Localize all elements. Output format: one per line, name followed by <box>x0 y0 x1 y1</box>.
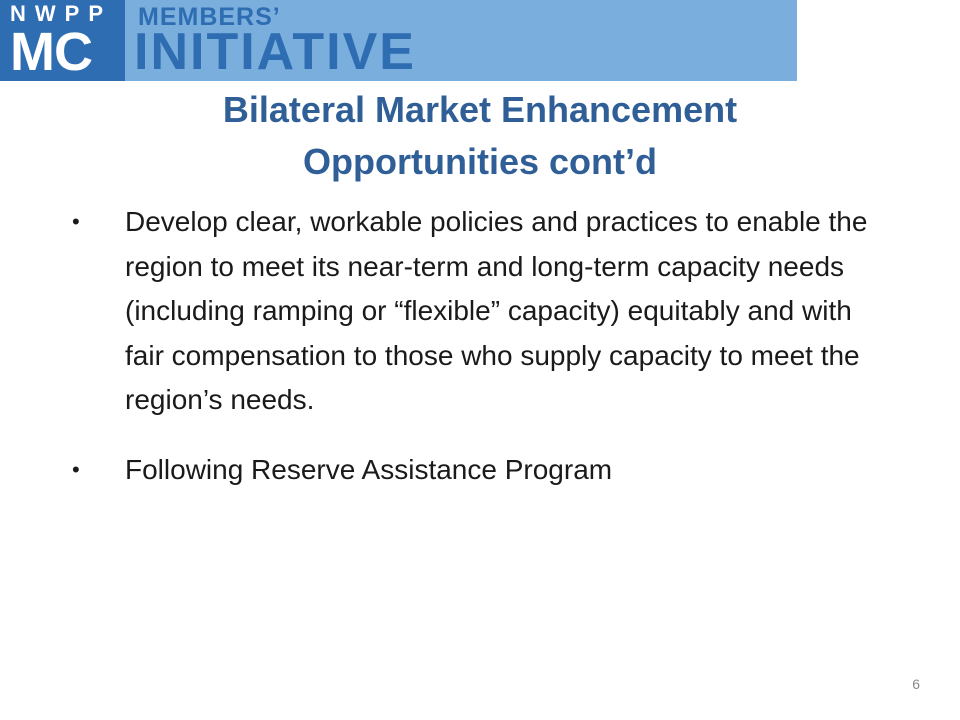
bullet-marker: • <box>72 456 80 482</box>
bullet-item <box>72 448 872 493</box>
logo-mc-text: MC <box>10 22 92 82</box>
bullet-text: Develop clear, workable policies and practices to enable the region to meet its near-term and long-term capacity needs (including ramping or “flexible” capacity) equitably and with fair compensation to those who supply capacity to meet the region’s needs. <box>125 206 868 415</box>
slide-title-line-1: Bilateral Market Enhancement <box>222 89 738 130</box>
slide-title <box>40 84 920 188</box>
logo-nwpp-text: NWPP <box>10 1 112 26</box>
bullet-text: Following Reserve Assistance Program <box>125 453 613 485</box>
slide-title-line-2: Opportunities cont’d <box>303 141 657 182</box>
page-number: 6 <box>912 676 920 692</box>
logo-initiative-text: INITIATIVE <box>134 23 416 81</box>
logo-members-text: MEMBERS’ <box>138 3 281 31</box>
bullet-marker: • <box>72 209 80 234</box>
bullet-item <box>72 200 872 423</box>
logo-banner <box>0 0 797 81</box>
logo-mark <box>0 0 125 81</box>
bullet-list <box>72 200 872 492</box>
